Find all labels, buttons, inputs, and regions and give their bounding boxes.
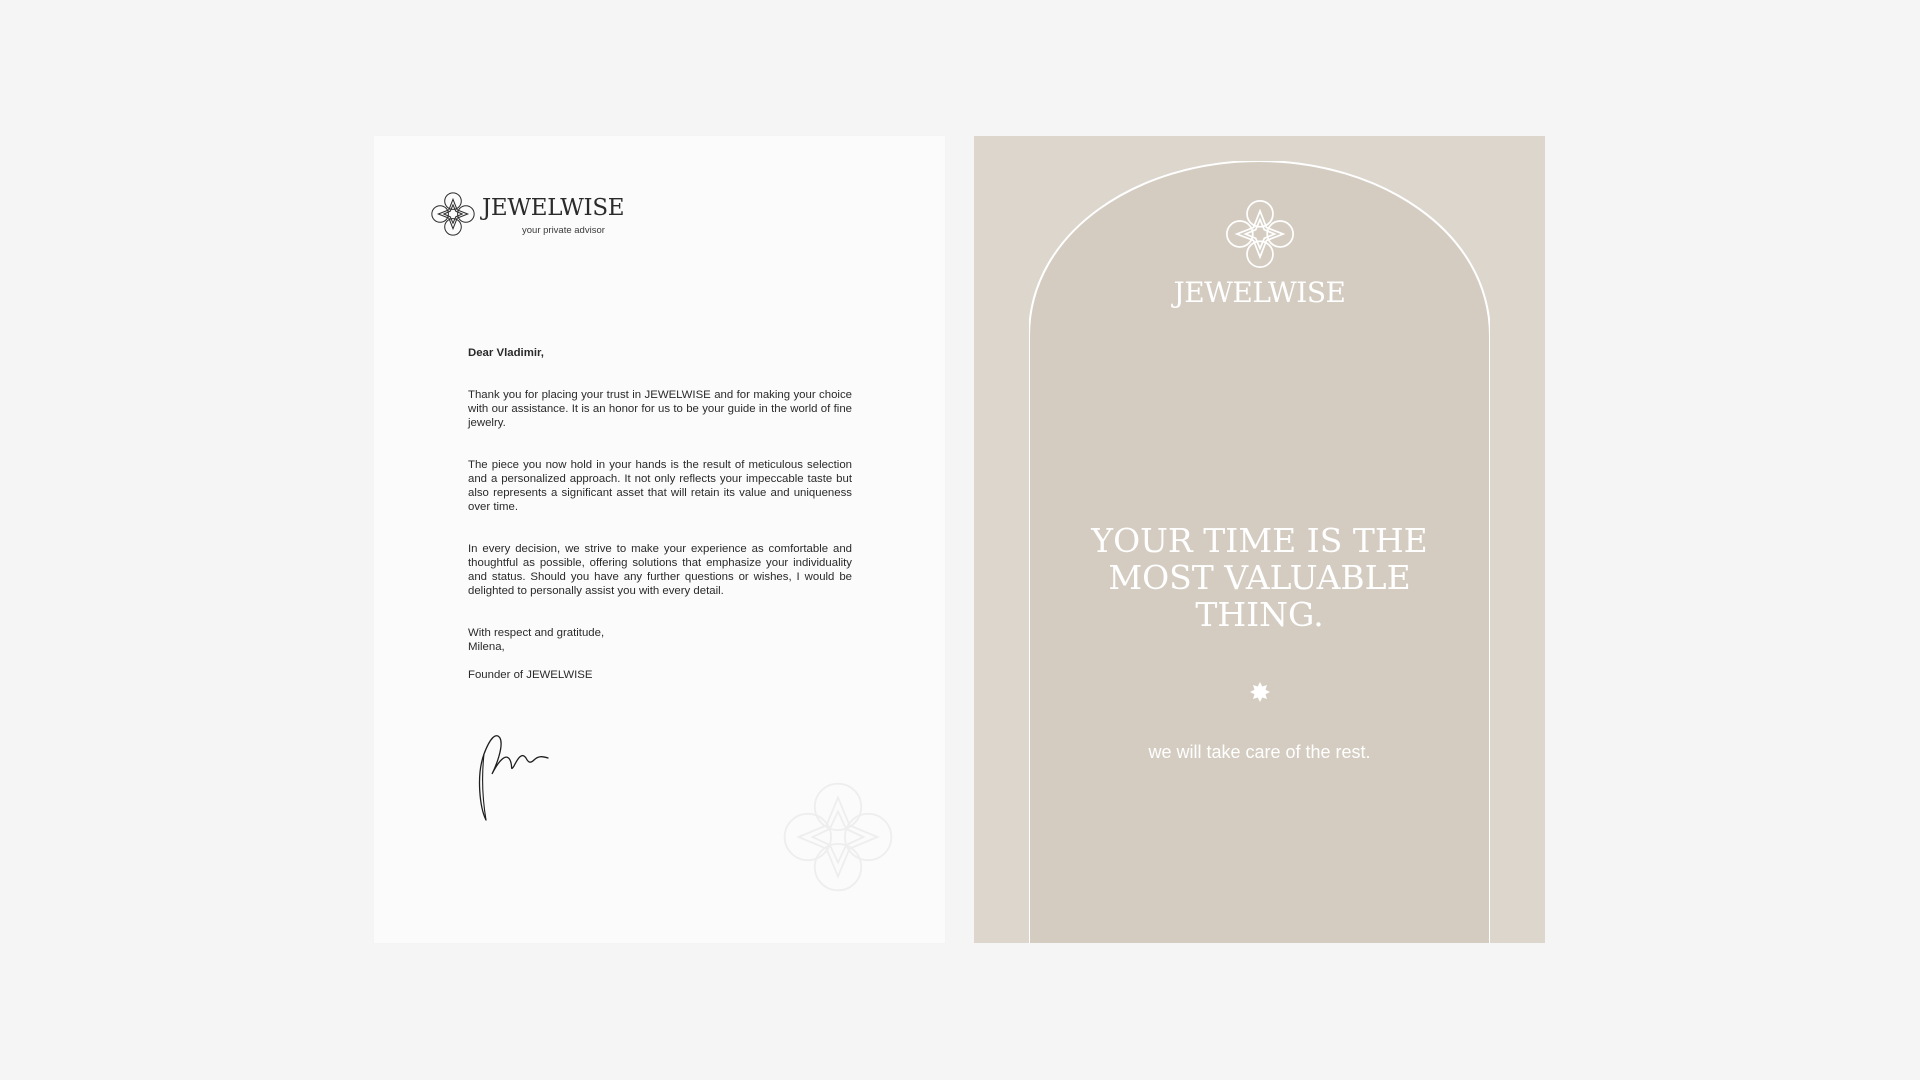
letterhead-tagline: your private advisor bbox=[522, 225, 605, 236]
watermark-emblem-icon bbox=[780, 779, 896, 895]
star-icon bbox=[1250, 682, 1270, 702]
greeting-card bbox=[974, 136, 1545, 943]
letter-paragraph: Thank you for placing your trust in JEWELWISE and for making your choice with our assistance. It is an honor for us to be your guide in the world of fine jewelry. bbox=[468, 389, 852, 429]
letter-signer-title: Founder of JEWELWISE bbox=[468, 669, 593, 681]
card-subline: we will take care of the rest. bbox=[1148, 742, 1371, 762]
jewelwise-emblem-icon bbox=[430, 191, 476, 237]
letterhead-page bbox=[374, 136, 945, 943]
letterhead-wordmark: JEWELWISE bbox=[482, 195, 625, 221]
letter-closing-line: With respect and gratitude, bbox=[468, 627, 605, 639]
letter-closing bbox=[468, 626, 852, 654]
letter-signer: Milena, bbox=[468, 641, 505, 653]
letter-body bbox=[468, 346, 852, 682]
card-headline: YOUR TIME IS THE MOST VALUABLE THING. bbox=[1091, 521, 1428, 634]
letter-paragraph: The piece you now hold in your hands is the result of meticulous selection and a personalized approach. It not only reflects your impeccable taste but also represents a significant asset that will retain its value and uniqueness over time. bbox=[468, 459, 852, 513]
letter-salutation: Dear Vladimir, bbox=[468, 347, 544, 359]
letter-paragraph: In every decision, we strive to make your experience as comfortable and thoughtful as possible, offering solutions that emphasize your individuality and status. Should you have any further questions or wishes, I would be delighted to personally assist you with every detail. bbox=[468, 543, 852, 597]
signature-image bbox=[466, 716, 576, 826]
letterhead-logo bbox=[430, 191, 630, 247]
jewelwise-emblem-icon bbox=[1224, 198, 1296, 270]
card-wordmark: JEWELWISE bbox=[1173, 276, 1346, 309]
